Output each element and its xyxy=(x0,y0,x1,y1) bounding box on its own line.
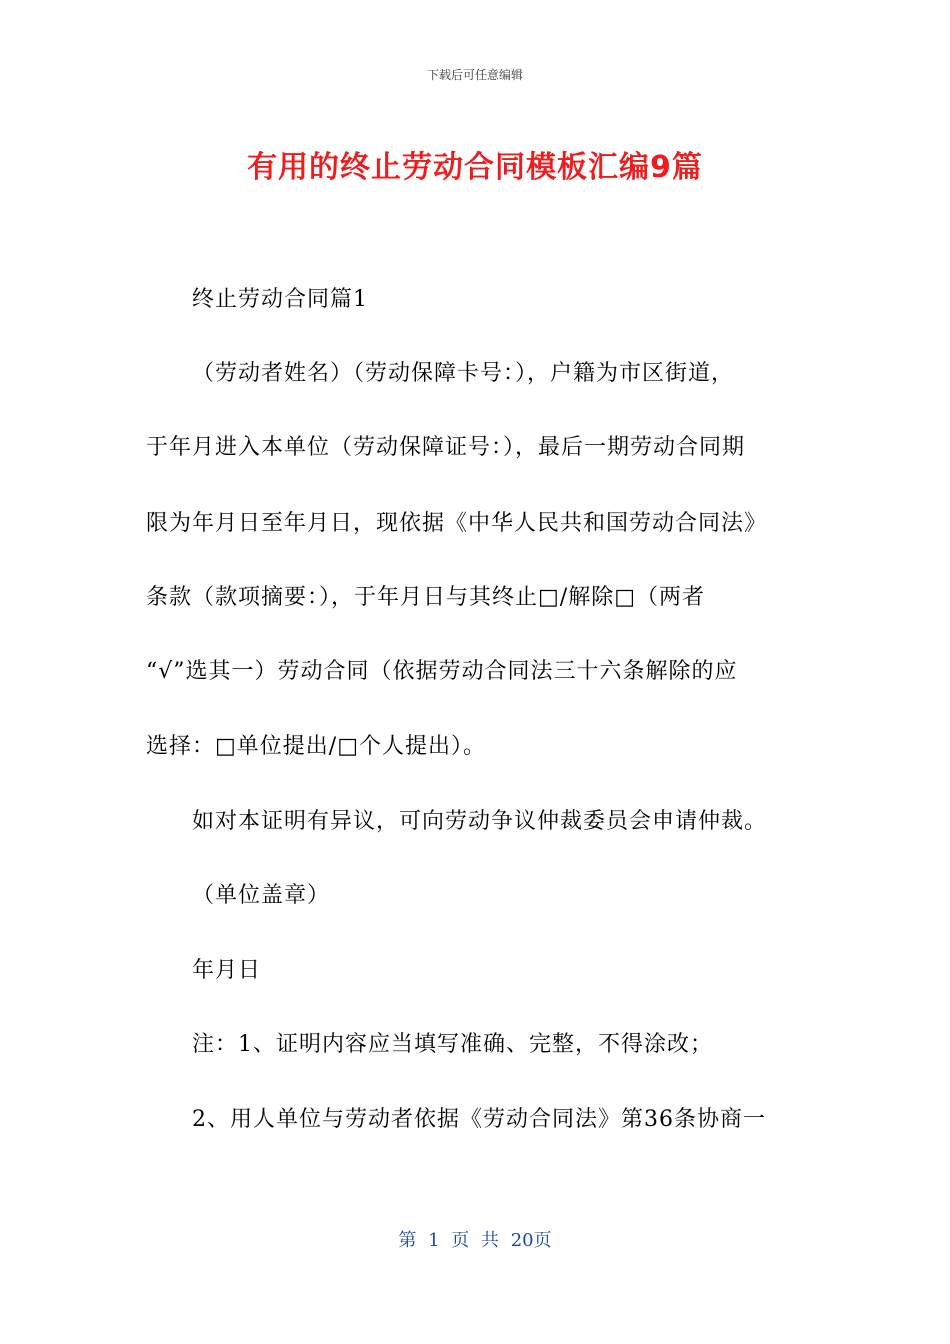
paragraph-line: （劳动者姓名）（劳动保障卡号：），户籍为市区街道， xyxy=(192,361,735,386)
note-line: 2、用人单位与劳动者依据《劳动合同法》第36条协商一 xyxy=(192,1107,766,1132)
paragraph-line: 选择：□单位提出/□个人提出）。 xyxy=(146,734,486,759)
document-title: 有用的终止劳动合同模板汇编9篇 xyxy=(247,150,703,185)
header-note: 下载后可任意编辑 xyxy=(426,68,523,82)
paragraph-line: 于年月进入本单位（劳动保障证号：），最后一期劳动合同期 xyxy=(146,435,746,460)
paragraph-line: 条款（款项摘要：），于年月日与其终止□/解除□（两者 xyxy=(146,585,705,610)
note-line: 注：1、证明内容应当填写准确、完整，不得涂改； xyxy=(192,1032,713,1057)
date-line: 年月日 xyxy=(192,958,262,983)
section-heading: 终止劳动合同篇1 xyxy=(192,287,368,312)
seal-line: （单位盖章） xyxy=(192,883,331,908)
paragraph-line: “√”选其一）劳动合同（依据劳动合同法三十六条解除的应 xyxy=(146,659,738,684)
paragraph-line: 限为年月日至年月日，现依据《中华人民共和国劳动合同法》 xyxy=(146,511,768,536)
paragraph-line: 如对本证明有异议，可向劳动争议仲裁委员会申请仲裁。 xyxy=(192,809,768,834)
page-footer: 第 1 页 共 20页 xyxy=(398,1230,552,1251)
